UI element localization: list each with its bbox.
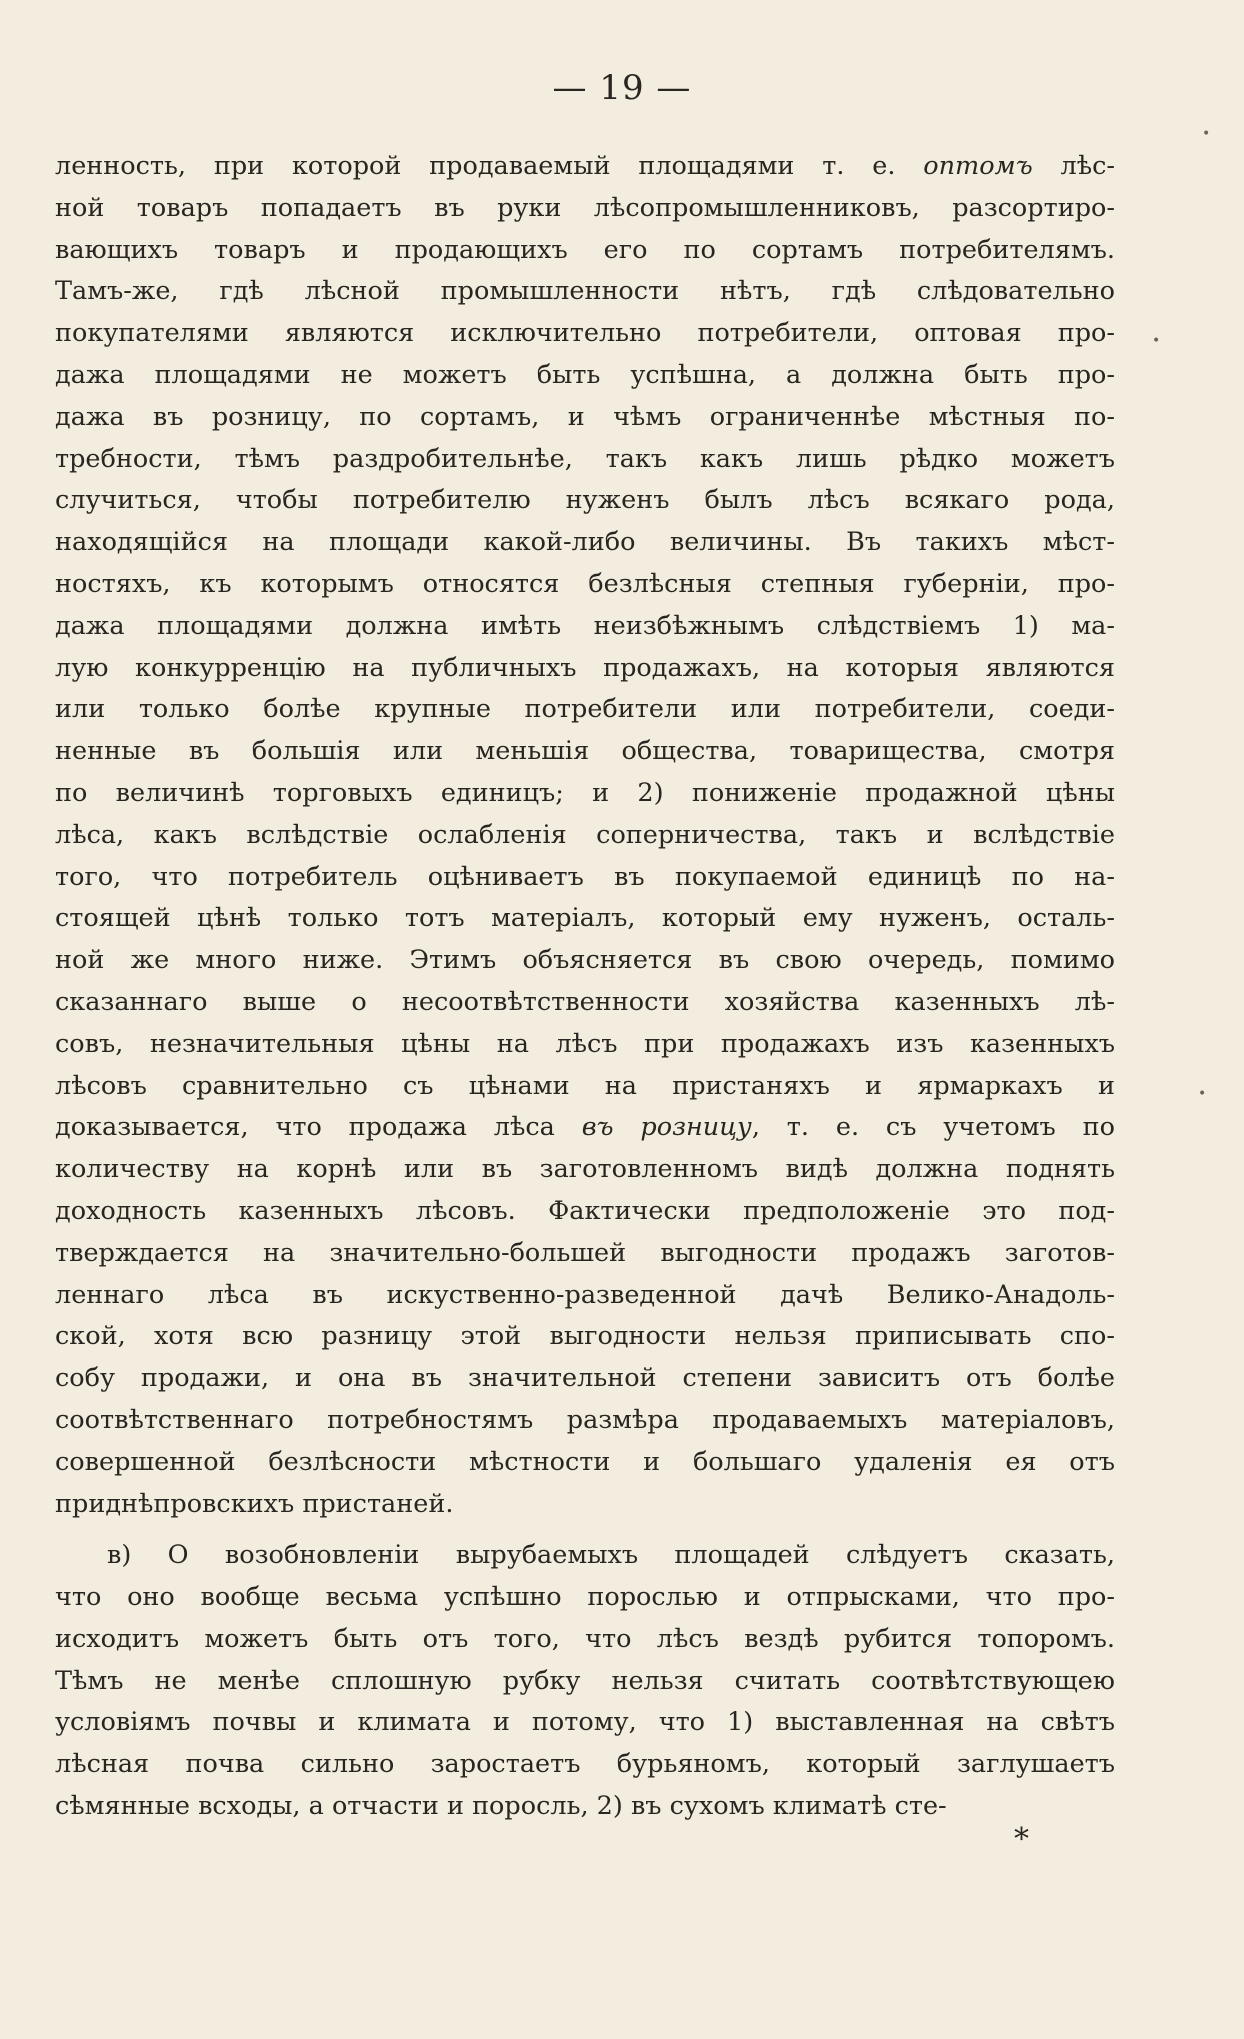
text-span: по величинѣ торговыхъ единицъ; и 2) пониженіе продажной цѣны [55, 777, 1115, 808]
text-line [55, 1744, 1115, 1786]
text-line [55, 940, 1115, 982]
text-line [55, 397, 1115, 439]
text-line [55, 689, 1115, 731]
paragraph-1 [55, 146, 1115, 1525]
text-line [55, 355, 1115, 397]
text-span: дажа площадями должна имѣть неизбѣжнымъ слѣдствіемъ 1) ма- [55, 610, 1115, 641]
text-span: совъ, незначительныя цѣны на лѣсъ при продажахъ изъ казенныхъ [55, 1028, 1115, 1059]
text-line [55, 313, 1115, 355]
text-line [55, 1400, 1115, 1442]
text-line [55, 857, 1115, 899]
text-span: условіямъ почвы и климата и потому, что 1) выставленная на свѣтъ [55, 1707, 1115, 1738]
text-span: количеству на корнѣ или въ заготовленномъ видѣ должна поднять [55, 1154, 1115, 1185]
text-span: ной товаръ попадаетъ въ руки лѣсопромышленниковъ, разсортиро- [55, 192, 1115, 223]
body-text [55, 146, 1115, 1828]
text-span: или только болѣе крупные потребители или потребители, соеди- [55, 694, 1115, 725]
text-line [55, 1191, 1115, 1233]
text-span: лѣсовъ сравнительно съ цѣнами на пристаняхъ и ярмаркахъ и [55, 1070, 1115, 1101]
text-line [55, 1535, 1115, 1577]
text-span: того, что потребитель оцѣниваетъ въ покупаемой единицѣ по на- [55, 861, 1115, 892]
text-line [55, 230, 1115, 272]
text-line [55, 1275, 1115, 1317]
text-span: собу продажи, и она въ значительной степени зависитъ отъ болѣе [55, 1363, 1115, 1394]
text-span: сказаннаго выше о несоотвѣтственности хозяйства казенныхъ лѣ- [55, 986, 1115, 1017]
text-line [55, 188, 1115, 230]
text-span: сѣмянные всходы, а отчасти и поросль, 2) въ сухомъ климатѣ сте- [55, 1791, 947, 1822]
text-line [55, 1149, 1115, 1191]
text-line [55, 564, 1115, 606]
text-line [55, 1619, 1115, 1661]
text-line [55, 982, 1115, 1024]
text-span: ной же много ниже. Этимъ объясняется въ свою очередь, помимо [55, 945, 1115, 976]
text-span: соотвѣтственнаго потребностямъ размѣра продаваемыхъ матеріаловъ, [55, 1404, 1115, 1435]
text-span: требности, тѣмъ раздробительнѣе, такъ какъ лишь рѣдко можетъ [55, 443, 1115, 474]
text-span: ностяхъ, къ которымъ относятся безлѣсныя степныя губерніи, про- [55, 568, 1115, 599]
text-span: приднѣпровскихъ пристаней. [55, 1488, 454, 1519]
text-line [55, 1107, 1115, 1149]
text-span: вающихъ товаръ и продающихъ его по сортамъ потребителямъ. [55, 234, 1115, 265]
text-line [55, 522, 1115, 564]
text-line [55, 1786, 1115, 1828]
paragraph-gap [55, 1525, 1115, 1535]
text-span: дажа площадями не можетъ быть успѣшна, а должна быть про- [55, 359, 1115, 390]
text-span: доказывается, что продажа лѣса [55, 1112, 582, 1143]
text-line [55, 1024, 1115, 1066]
text-line [55, 1442, 1115, 1484]
text-span: в) О возобновленіи вырубаемыхъ площадей слѣдуетъ сказать, [107, 1540, 1115, 1571]
text-span: лѣсная почва сильно заростаетъ бурьяномъ, который заглушаетъ [55, 1749, 1115, 1780]
text-span: ской, хотя всю разницу этой выгодности нельзя приписывать спо- [55, 1321, 1115, 1352]
text-line [55, 1484, 1115, 1526]
paragraph-2 [55, 1535, 1115, 1828]
text-span: ленность, при которой продаваемый площадями т. е. [55, 151, 924, 181]
text-line [55, 439, 1115, 481]
text-span: дажа въ розницу, по сортамъ, и чѣмъ ограниченнѣе мѣстныя по- [55, 401, 1115, 432]
text-span: Тѣмъ не менѣе сплошную рубку нельзя считать соотвѣтствующею [55, 1665, 1115, 1696]
text-line [55, 1702, 1115, 1744]
text-line [55, 146, 1115, 188]
text-line [55, 648, 1115, 690]
text-line [55, 1316, 1115, 1358]
stray-dot: • [1152, 333, 1161, 349]
text-span: ненные въ большія или меньшія общества, товарищества, смотря [55, 736, 1115, 767]
text-line [55, 731, 1115, 773]
text-span: лую конкурренцію на публичныхъ продажахъ, на которыя являются [55, 652, 1115, 683]
text-line [55, 480, 1115, 522]
stray-dot: • [1202, 126, 1211, 142]
text-span: Тамъ-же, гдѣ лѣсной промышленности нѣтъ, гдѣ слѣдовательно [55, 276, 1115, 307]
text-line [55, 898, 1115, 940]
text-line [55, 815, 1115, 857]
page-number: — 19 — [552, 68, 692, 108]
text-span: исходитъ можетъ быть отъ того, что лѣсъ вездѣ рубится топоромъ. [55, 1623, 1115, 1654]
footer-asterisk: * [1014, 1822, 1029, 1857]
text-line [55, 1358, 1115, 1400]
text-line [55, 1577, 1115, 1619]
text-line [55, 773, 1115, 815]
text-span: тверждается на значительно-большей выгодности продажъ заготов- [55, 1237, 1115, 1268]
text-span: покупателями являются исключительно потребители, оптовая про- [55, 318, 1115, 349]
italic-text: оптомъ [923, 151, 1033, 181]
italic-text: въ розницу [581, 1112, 752, 1143]
text-line [55, 1233, 1115, 1275]
text-span: что оно вообще весьма успѣшно порослью и отпрысками, что про- [55, 1582, 1115, 1613]
text-span: доходность казенныхъ лѣсовъ. Фактически предположеніе это под- [55, 1195, 1115, 1226]
text-span: , т. е. съ учетомъ по [751, 1112, 1115, 1143]
text-line [55, 1066, 1115, 1108]
text-span: лѣс- [1032, 151, 1115, 181]
text-line [55, 271, 1115, 313]
text-span: леннаго лѣса въ искуственно-разведенной дачѣ Велико-Анадоль- [55, 1279, 1115, 1310]
text-span: находящійся на площади какой-либо величины. Въ такихъ мѣст- [55, 527, 1115, 558]
text-span: лѣса, какъ вслѣдствіе ослабленія соперничества, такъ и вслѣдствіе [55, 819, 1115, 850]
text-span: совершенной безлѣсности мѣстности и большаго удаленія ея отъ [55, 1446, 1115, 1477]
stray-dot: • [1198, 1086, 1207, 1102]
text-line [55, 1661, 1115, 1703]
text-span: случиться, чтобы потребителю нуженъ былъ лѣсъ всякаго рода, [55, 485, 1115, 516]
text-line [55, 606, 1115, 648]
text-span: стоящей цѣнѣ только тотъ матеріалъ, который ему нуженъ, осталь- [55, 903, 1115, 934]
